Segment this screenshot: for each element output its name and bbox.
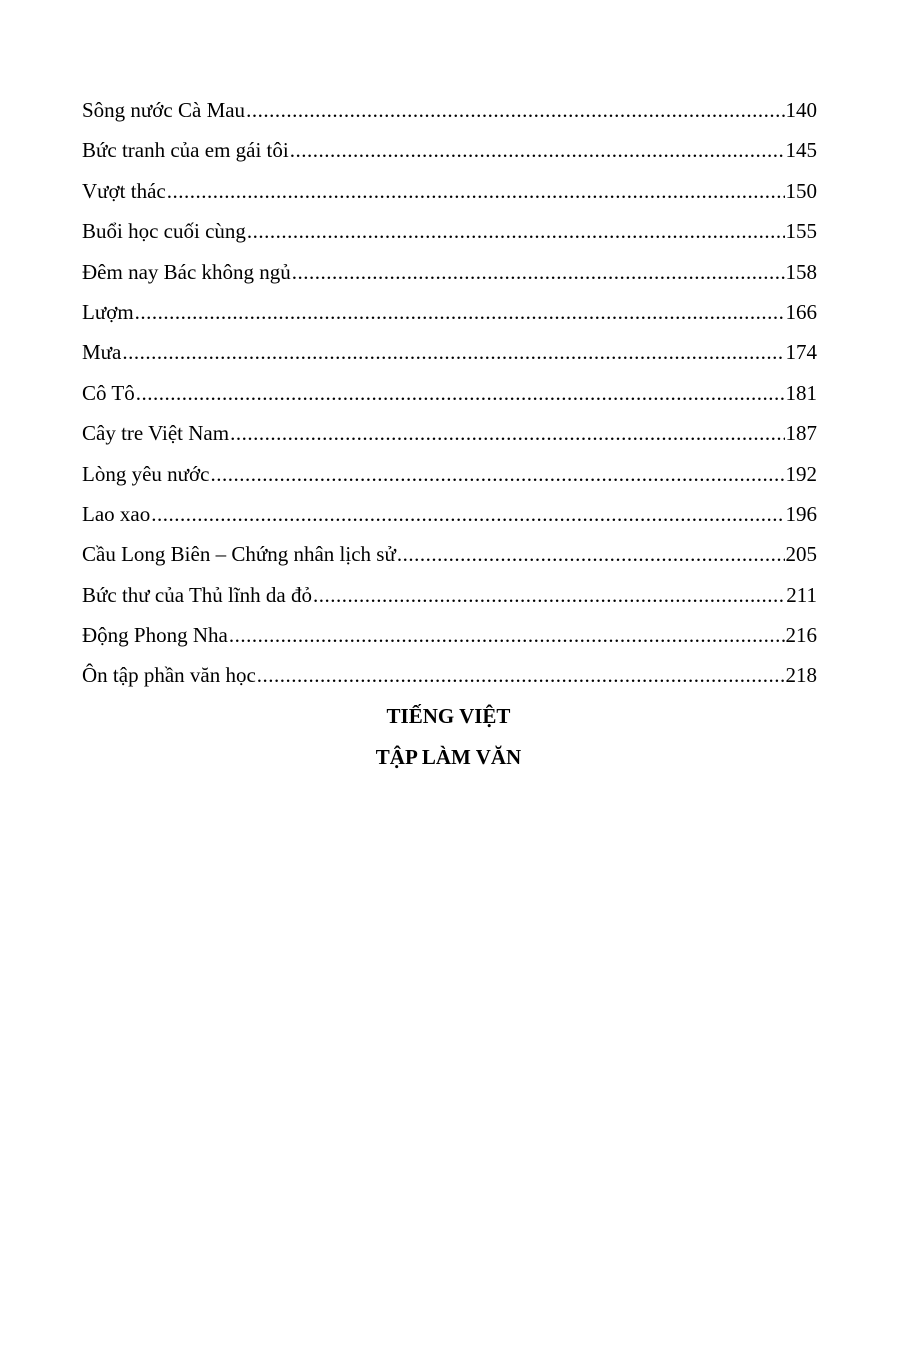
toc-entry-page: 218 — [785, 663, 817, 688]
toc-leader-dots — [397, 534, 785, 574]
toc-entry — [82, 655, 817, 695]
toc-entry — [82, 413, 817, 453]
toc-entry-title: Bức thư của Thủ lĩnh da đỏ — [82, 582, 313, 607]
toc-entry — [82, 252, 817, 292]
toc-entry-page: 211 — [786, 582, 817, 607]
toc-entry-page: 166 — [785, 299, 817, 324]
toc-entry — [82, 575, 817, 615]
toc-entry-page: 145 — [785, 138, 817, 163]
toc-entry-title: Cô Tô — [82, 380, 135, 405]
toc-entry-page: 205 — [785, 542, 817, 567]
toc-entry — [82, 332, 817, 372]
toc-leader-dots — [135, 292, 785, 332]
toc-entry-title: Lòng yêu nước — [82, 461, 210, 486]
toc-entry-title: Bức tranh của em gái tôi — [82, 138, 289, 163]
toc-leader-dots — [257, 655, 785, 695]
toc-entry-page: 140 — [785, 98, 817, 122]
toc-entry-page: 192 — [785, 461, 817, 486]
toc-entry — [82, 373, 817, 413]
toc-entry-page: 174 — [785, 340, 817, 365]
toc-entry — [82, 615, 817, 655]
section-heading-tieng-viet: TIẾNG VIỆT — [386, 704, 511, 728]
toc-entry-page: 187 — [785, 421, 817, 446]
toc-leader-dots — [151, 494, 784, 534]
toc-entry-page: 158 — [785, 259, 817, 284]
toc-leader-dots — [122, 332, 784, 372]
toc-entry — [82, 292, 817, 332]
toc-leader-dots — [230, 413, 784, 453]
toc-entry — [82, 211, 817, 251]
toc-leader-dots — [136, 373, 785, 413]
toc-entry-title: Vượt thác — [82, 178, 166, 203]
toc-entry — [82, 534, 817, 574]
toc-leader-dots — [210, 454, 784, 494]
toc-entry — [82, 494, 817, 534]
toc-entry-page: 155 — [785, 219, 817, 244]
toc-leader-dots — [247, 211, 785, 251]
toc-entry-title: Động Phong Nha — [82, 623, 228, 648]
toc-entry-page: 216 — [785, 623, 817, 648]
toc-entry-title: Buổi học cuối cùng — [82, 219, 246, 244]
section-heading-tap-lam-van: TẬP LÀM VĂN — [375, 745, 522, 769]
toc-entry — [82, 90, 817, 130]
toc-entry-title: Mưa — [82, 340, 122, 365]
toc-entry-title: Sông nước Cà Mau — [82, 98, 246, 122]
toc-entry-title: Đêm nay Bác không ngủ — [82, 259, 291, 284]
toc-entry — [82, 171, 817, 211]
toc-leader-dots — [313, 575, 785, 615]
toc-leader-dots — [292, 252, 785, 292]
toc-leader-dots — [246, 90, 784, 130]
toc-entry-title: Lượm — [82, 299, 134, 324]
toc-leader-dots — [167, 171, 785, 211]
toc-entry-title: Cây tre Việt Nam — [82, 421, 230, 446]
toc-entry-page: 181 — [785, 380, 817, 405]
toc-entry-title: Cầu Long Biên – Chứng nhân lịch sử — [82, 542, 396, 567]
toc-leader-dots — [290, 130, 785, 170]
toc-entry-title: Lao xao — [82, 501, 151, 526]
toc-entry-title: Ôn tập phần văn học — [82, 663, 256, 688]
toc-entry — [82, 130, 817, 170]
toc-entry-page: 150 — [785, 178, 817, 203]
toc-entry-page: 196 — [785, 501, 817, 526]
toc-entry — [82, 454, 817, 494]
toc-leader-dots — [229, 615, 785, 655]
table-of-contents — [82, 90, 817, 696]
